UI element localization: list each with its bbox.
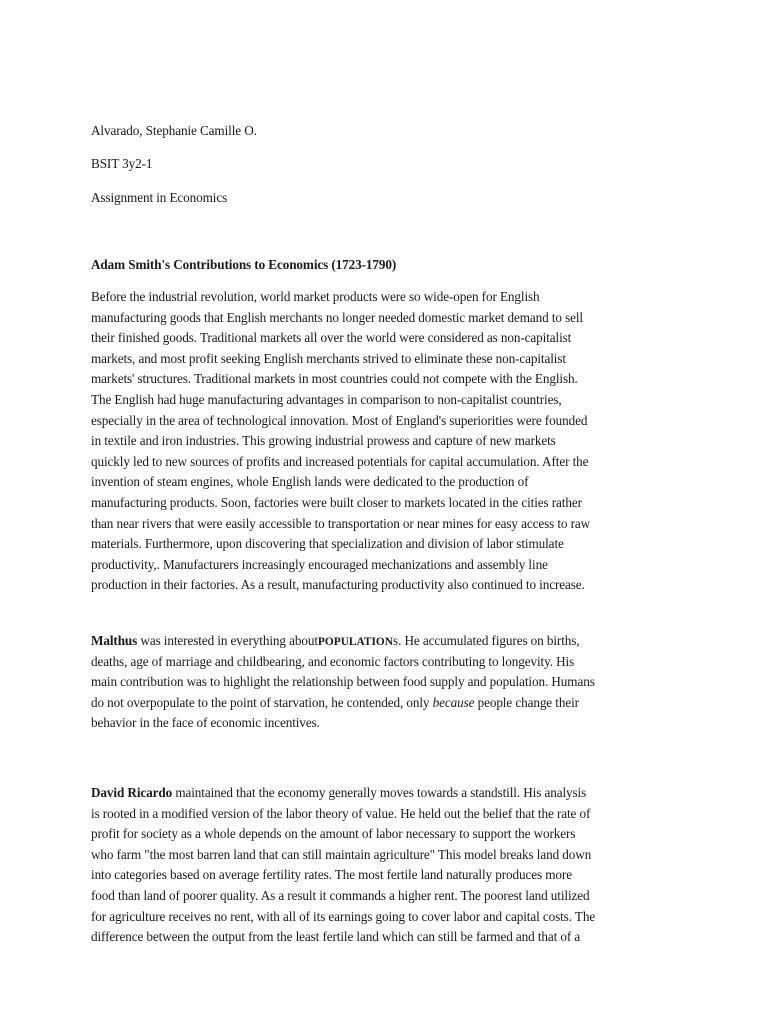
ricardo-text: maintained that the economy generally moves towards a standstill. His analysis bbox=[172, 785, 587, 800]
paragraph-line: materials. Furthermore, upon discovering that specialization and division of labor stimulate bbox=[91, 536, 564, 552]
paragraph-line: invention of steam engines, whole English lands were dedicated to the production of bbox=[91, 474, 529, 490]
malthus-name: Malthus bbox=[91, 633, 138, 648]
ricardo-paragraph bbox=[91, 783, 676, 948]
paragraph-line: who farm "the most barren land that can still maintain agriculture" This model breaks land down bbox=[91, 846, 592, 862]
paragraph-line: markets' structures. Traditional markets in most countries could not compete with the English. bbox=[91, 371, 578, 387]
paragraph-line: for agriculture receives no rent, with all of its earnings going to cover labor and capital costs. The bbox=[91, 908, 596, 924]
paragraph-line: quickly led to new sources of profits and increased potentials for capital accumulation. After the bbox=[91, 453, 589, 469]
paragraph-line: Before the industrial revolution, world market products were so wide-open for English bbox=[91, 289, 540, 304]
paragraph-line: markets, and most profit seeking English merchants strived to eliminate these non-capitalist bbox=[91, 350, 566, 366]
smith-paragraph bbox=[91, 287, 676, 596]
malthus-text: people change their bbox=[474, 694, 579, 710]
author-name: Alvarado, Stephanie Camille O. bbox=[91, 123, 257, 138]
ricardo-name: David Ricardo bbox=[91, 785, 173, 800]
malthus-text: s. He accumulated figures on births, bbox=[393, 633, 580, 648]
assignment-subject: Assignment in Economics bbox=[91, 190, 228, 205]
paragraph-line bbox=[91, 783, 676, 804]
paragraph-line: in textile and iron industries. This growing industrial prowess and capture of new markets bbox=[91, 433, 556, 449]
paragraph-line: manufacturing products. Soon, factories were built closer to markets located in the cities rather bbox=[91, 494, 582, 510]
paragraph-line: manufacturing goods that English merchants no longer needed domestic market demand to sell bbox=[91, 309, 583, 325]
malthus-text: do not overpopulate to the point of starvation, he contended, only bbox=[91, 694, 433, 710]
population-emphasis: POPULATION bbox=[317, 636, 394, 648]
paragraph-line: main contribution was to highlight the relationship between food supply and population. Humans bbox=[91, 674, 595, 690]
paragraph-line: their finished goods. Traditional markets all over the world were considered as non-capitalist bbox=[91, 330, 572, 346]
paragraph-line: productivity,. Manufacturers increasingly encouraged mechanizations and assembly line bbox=[91, 556, 548, 572]
smith-heading: Adam Smith's Contributions to Economics (1723-1790) bbox=[91, 257, 397, 272]
paragraph-line: production in their factories. As a result, manufacturing productivity also continued to increase. bbox=[91, 577, 585, 593]
paragraph-line: behavior in the face of economic incentives. bbox=[91, 715, 320, 731]
class-section: BSIT 3y2-1 bbox=[91, 156, 153, 171]
paragraph-line bbox=[91, 693, 676, 714]
malthus-text: was interested in everything about bbox=[137, 633, 318, 648]
paragraph-line: into categories based on average fertility rates. The most fertile land naturally produces more bbox=[91, 867, 572, 883]
paragraph-line: than near rivers that were easily accessible to transportation or near mines for easy access to raw bbox=[91, 515, 591, 531]
paragraph-line: especially in the area of technological innovation. Most of England's superiorities were founded bbox=[91, 412, 588, 428]
paragraph-line: food than land of poorer quality. As a result it commands a higher rent. The poorest land utilized bbox=[91, 887, 590, 903]
because-emphasis: because bbox=[432, 694, 475, 710]
malthus-paragraph bbox=[91, 631, 676, 734]
paragraph-line: is rooted in a modified version of the labor theory of value. He held out the belief that the rate of bbox=[91, 805, 591, 821]
paragraph-line: difference between the output from the least fertile land which can still be farmed and that of a bbox=[91, 929, 581, 945]
paragraph-line: profit for society as a whole depends on the amount of labor necessary to support the workers bbox=[91, 826, 576, 842]
paragraph-line: The English had huge manufacturing advantages in comparison to non-capitalist countries, bbox=[91, 391, 562, 407]
paragraph-line bbox=[91, 631, 676, 652]
paragraph-line: deaths, age of marriage and childbearing, and economic factors contributing to longevity. His bbox=[91, 653, 575, 669]
